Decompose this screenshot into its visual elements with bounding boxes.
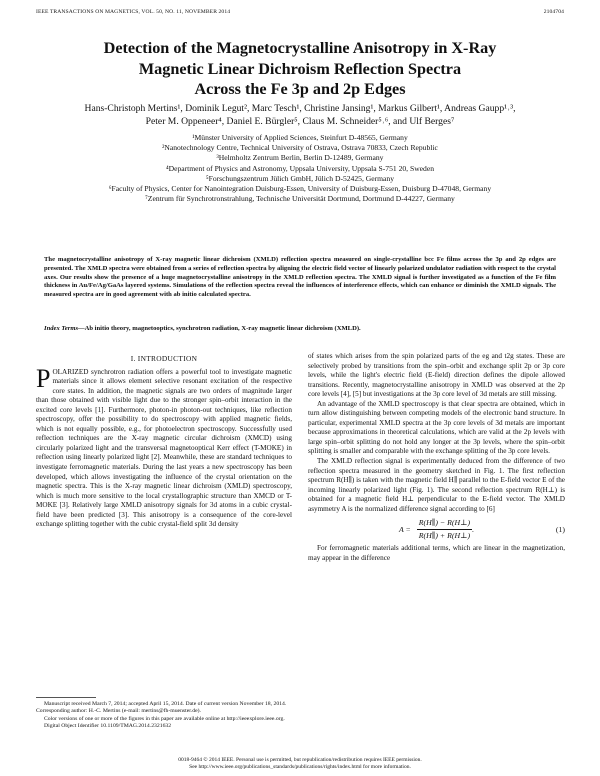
copyright-line-2: See http://www.ieee.org/publications_standards/publications/rights/index.html for more information. — [189, 764, 411, 770]
author-list — [36, 103, 564, 129]
intro-paragraph-1 — [36, 363, 292, 530]
intro-paragraph-4: The XMLD reflection signal is experimentally deduced from the difference of two reflection spectra measured in the geometry sketched in Fig. 1. The first reflection spectrum R(H∥) is taken with the magnetic field H∥ parallel to the E-field vector E of the incoming linearly polarized light (Fig. 1). The second reflection spectrum R(H⊥) is obtained for a magnetic field H⊥ perpendicular to the E-field vector. The XMLD asymmetry A is the normalized difference signal according to [6] — [308, 457, 565, 513]
copyright-notice — [36, 757, 564, 771]
affiliation-7: ⁷Zentrum für Synchrotronstrahlung, Technische Universität Dortmund, Dortmund D-44227, Germany — [145, 194, 455, 204]
title-line-3: Across the Fe 3p and 2p Edges — [194, 80, 406, 98]
affiliation-3: ³Helmholtz Zentrum Berlin, Berlin D-12489, Germany — [216, 153, 384, 163]
section-heading: I. INTRODUCTION — [130, 354, 198, 363]
abstract: The magnetocrystalline anisotropy of X-ray magnetic linear dichroism (XMLD) reflection spectra measured on single-crystalline bcc Fe films across the 3p and 2p edges are presented. The XMLD spectra were obtained from a series of reflection spectra by aligning the electric field vector of linearly polarized undulator radiation with respect to the crystal axes. Our results show the presence of a huge magnetocrystalline anisotropy in the XMLD reflection spectra. The XMLD signal is further investigated as a function of the Fe film thickness in Au/Fe/Ag/GaAs layered systems. Simulations of the reflection spectra reveal the influences of interference effects, which can enhance or diminish the XMLD signals. The measured spectra are in good agreement with ab initio calculated spectra. — [44, 256, 556, 298]
authors-line-2: Peter M. Oppeneer⁴, Daniel E. Bürgler⁵, Claus M. Schneider⁵˒⁶, and Ulf Berges⁷ — [145, 115, 455, 127]
drop-cap: P — [36, 363, 51, 393]
index-terms — [44, 325, 556, 334]
journal-info: IEEE TRANSACTIONS ON MAGNETICS, VOL. 50, NO. 11, NOVEMBER 2014 — [36, 9, 231, 15]
intro-paragraph-5: For ferromagnetic materials additional terms, which are linear in the magnetization, may appear in the difference — [308, 544, 565, 562]
right-column — [308, 352, 565, 563]
equation-number: (1) — [555, 524, 565, 534]
footnote-divider — [36, 697, 96, 698]
equation-tail: . — [472, 524, 475, 534]
intro-paragraph-1-text: OLARIZED synchrotron radiation offers a powerful tool to investigate magnetic materials since it allows element selective resonant excitation of the respective core states. In addition, the magnetic signals are two orders of magnitude larger than those obtained with visible light due to the stronger spin–orbit interaction in the excited core levels [1]. Furthermore, photon-in photon-out techniques, like reflection spectroscopy, offer the possibility to do spectroscopy with applied magnetic fields, which is not equally possible, e.g., for photoelectron spectroscopy. Successfully used reflection techniques are the X-ray magnetic circular dichroism (XMCD) using circularly polarized light and the transversal magnetooptical Kerr effect (T-MOKE) in reflection using linearly polarized light [2]. Meanwhile, these are standard techniques to investigate ferromagnetic materials. During the last years a new spectroscopy has been developed, which allows investigating the influence of the crystal orientation on the magnetic spectra. This is the X-ray magnetic linear dichroism (XMLD) spectroscopy, which is much more sensitive to the local crystallographic structure than XMCD or T-MOKE [3]. Relatively large XMLD anisotropy signals for 3d atoms in a cubic crystal-field have been predicted [3]. This anisotropy is a consequence of the core-level exchange splitting together with the cubic crystal-field split 3d density — [36, 367, 292, 529]
intro-paragraph-3: An advantage of the XMLD spectroscopy is that clear spectra are obtained, which in turn allow distinguishing between competing models of the electronic band structure. In particular, experimental XMLD spectra at the 3p core levels of 3d metals are important because approximations in theoretical calculations, which are valid at the 2p levels with large spin–orbit splitting do not hold any longer at the 3p levels, where the spin–orbit splitting is smaller and comparable with the exchange splitting of the 3p core levels. — [308, 399, 565, 456]
left-column — [36, 352, 292, 530]
paper-title — [36, 38, 564, 100]
affiliations — [30, 133, 570, 204]
affiliation-2: ²Nanotechnology Centre, Technical University of Ostrava, Ostrava 70833, Czech Republic — [162, 143, 438, 153]
equation-denominator: R(H∥) + R(H⊥) — [418, 530, 471, 540]
article-number: 2104704 — [543, 9, 564, 15]
authors-line-1: Hans-Christoph Mertins¹, Dominik Legut², Marc Tesch¹, Christine Jansing¹, Markus Gilbert¹, Andreas Gaupp¹˒³, — [84, 103, 516, 114]
affiliation-5: ⁵Forschungszentrum Jülich GmbH, Jülich D-52425, Germany — [205, 173, 395, 183]
index-terms-label: Index Terms — [44, 325, 79, 332]
equation-numerator: R(H∥) − R(H⊥) — [417, 518, 472, 530]
title-line-1: Detection of the Magnetocrystalline Anisotropy in X-Ray — [103, 39, 497, 57]
affiliation-6: ⁶Faculty of Physics, Center for Nanointegration Duisburg-Essen, University of Duisburg-Essen, Duisburg D-47048, Germany — [108, 184, 492, 194]
title-line-2: Magnetic Linear Dichroism Reflection Spectra — [138, 59, 462, 78]
equation-fraction — [417, 518, 475, 540]
footnote-doi: Digital Object Identifier 10.1109/TMAG.2014.2321632 — [44, 722, 172, 729]
affiliation-1: ¹Münster University of Applied Sciences, Steinfurt D-48565, Germany — [192, 133, 408, 142]
affiliation-4: ⁴Department of Physics and Astronomy, Uppsala University, Uppsala S-751 20, Sweden — [165, 163, 435, 173]
footnote-color: Color versions of one or more of the figures in this paper are available online at http://ieeexplore.ieee.org. — [44, 715, 285, 722]
footnotes — [36, 693, 292, 730]
footnote-received: Manuscript received March 7, 2014; accepted April 15, 2014. Date of current version November 18, 2014. Corresponding author: H.-C. Mertins (e-mail: mertins@fh-muenster.de). — [36, 701, 287, 715]
running-head — [36, 9, 564, 15]
equation-1 — [308, 518, 565, 540]
copyright-line-1: 0018-9464 © 2014 IEEE. Personal use is permitted, but republication/redistribution requires IEEE permission. — [178, 757, 422, 763]
equation-lhs: A = — [398, 524, 411, 534]
intro-paragraph-2: of states which arises from the spin polarized parts of the eg and t2g states. These are selectively probed by transitions from the spin–orbit and exchange split 2p or 3p core levels, while the light's electric field (E-field) direction defines the dipole allowed transitions. Recently, magnetocrystalline anisotropy in XMLD was observed at the 2p core levels [4], [5] but investigations at the 3p core level of 3d metals are still missing. — [308, 352, 565, 399]
index-terms-text: —Ab initio theory, magnetooptics, synchrotron radiation, X-ray magnetic linear dichroism (XMLD). — [78, 325, 361, 332]
